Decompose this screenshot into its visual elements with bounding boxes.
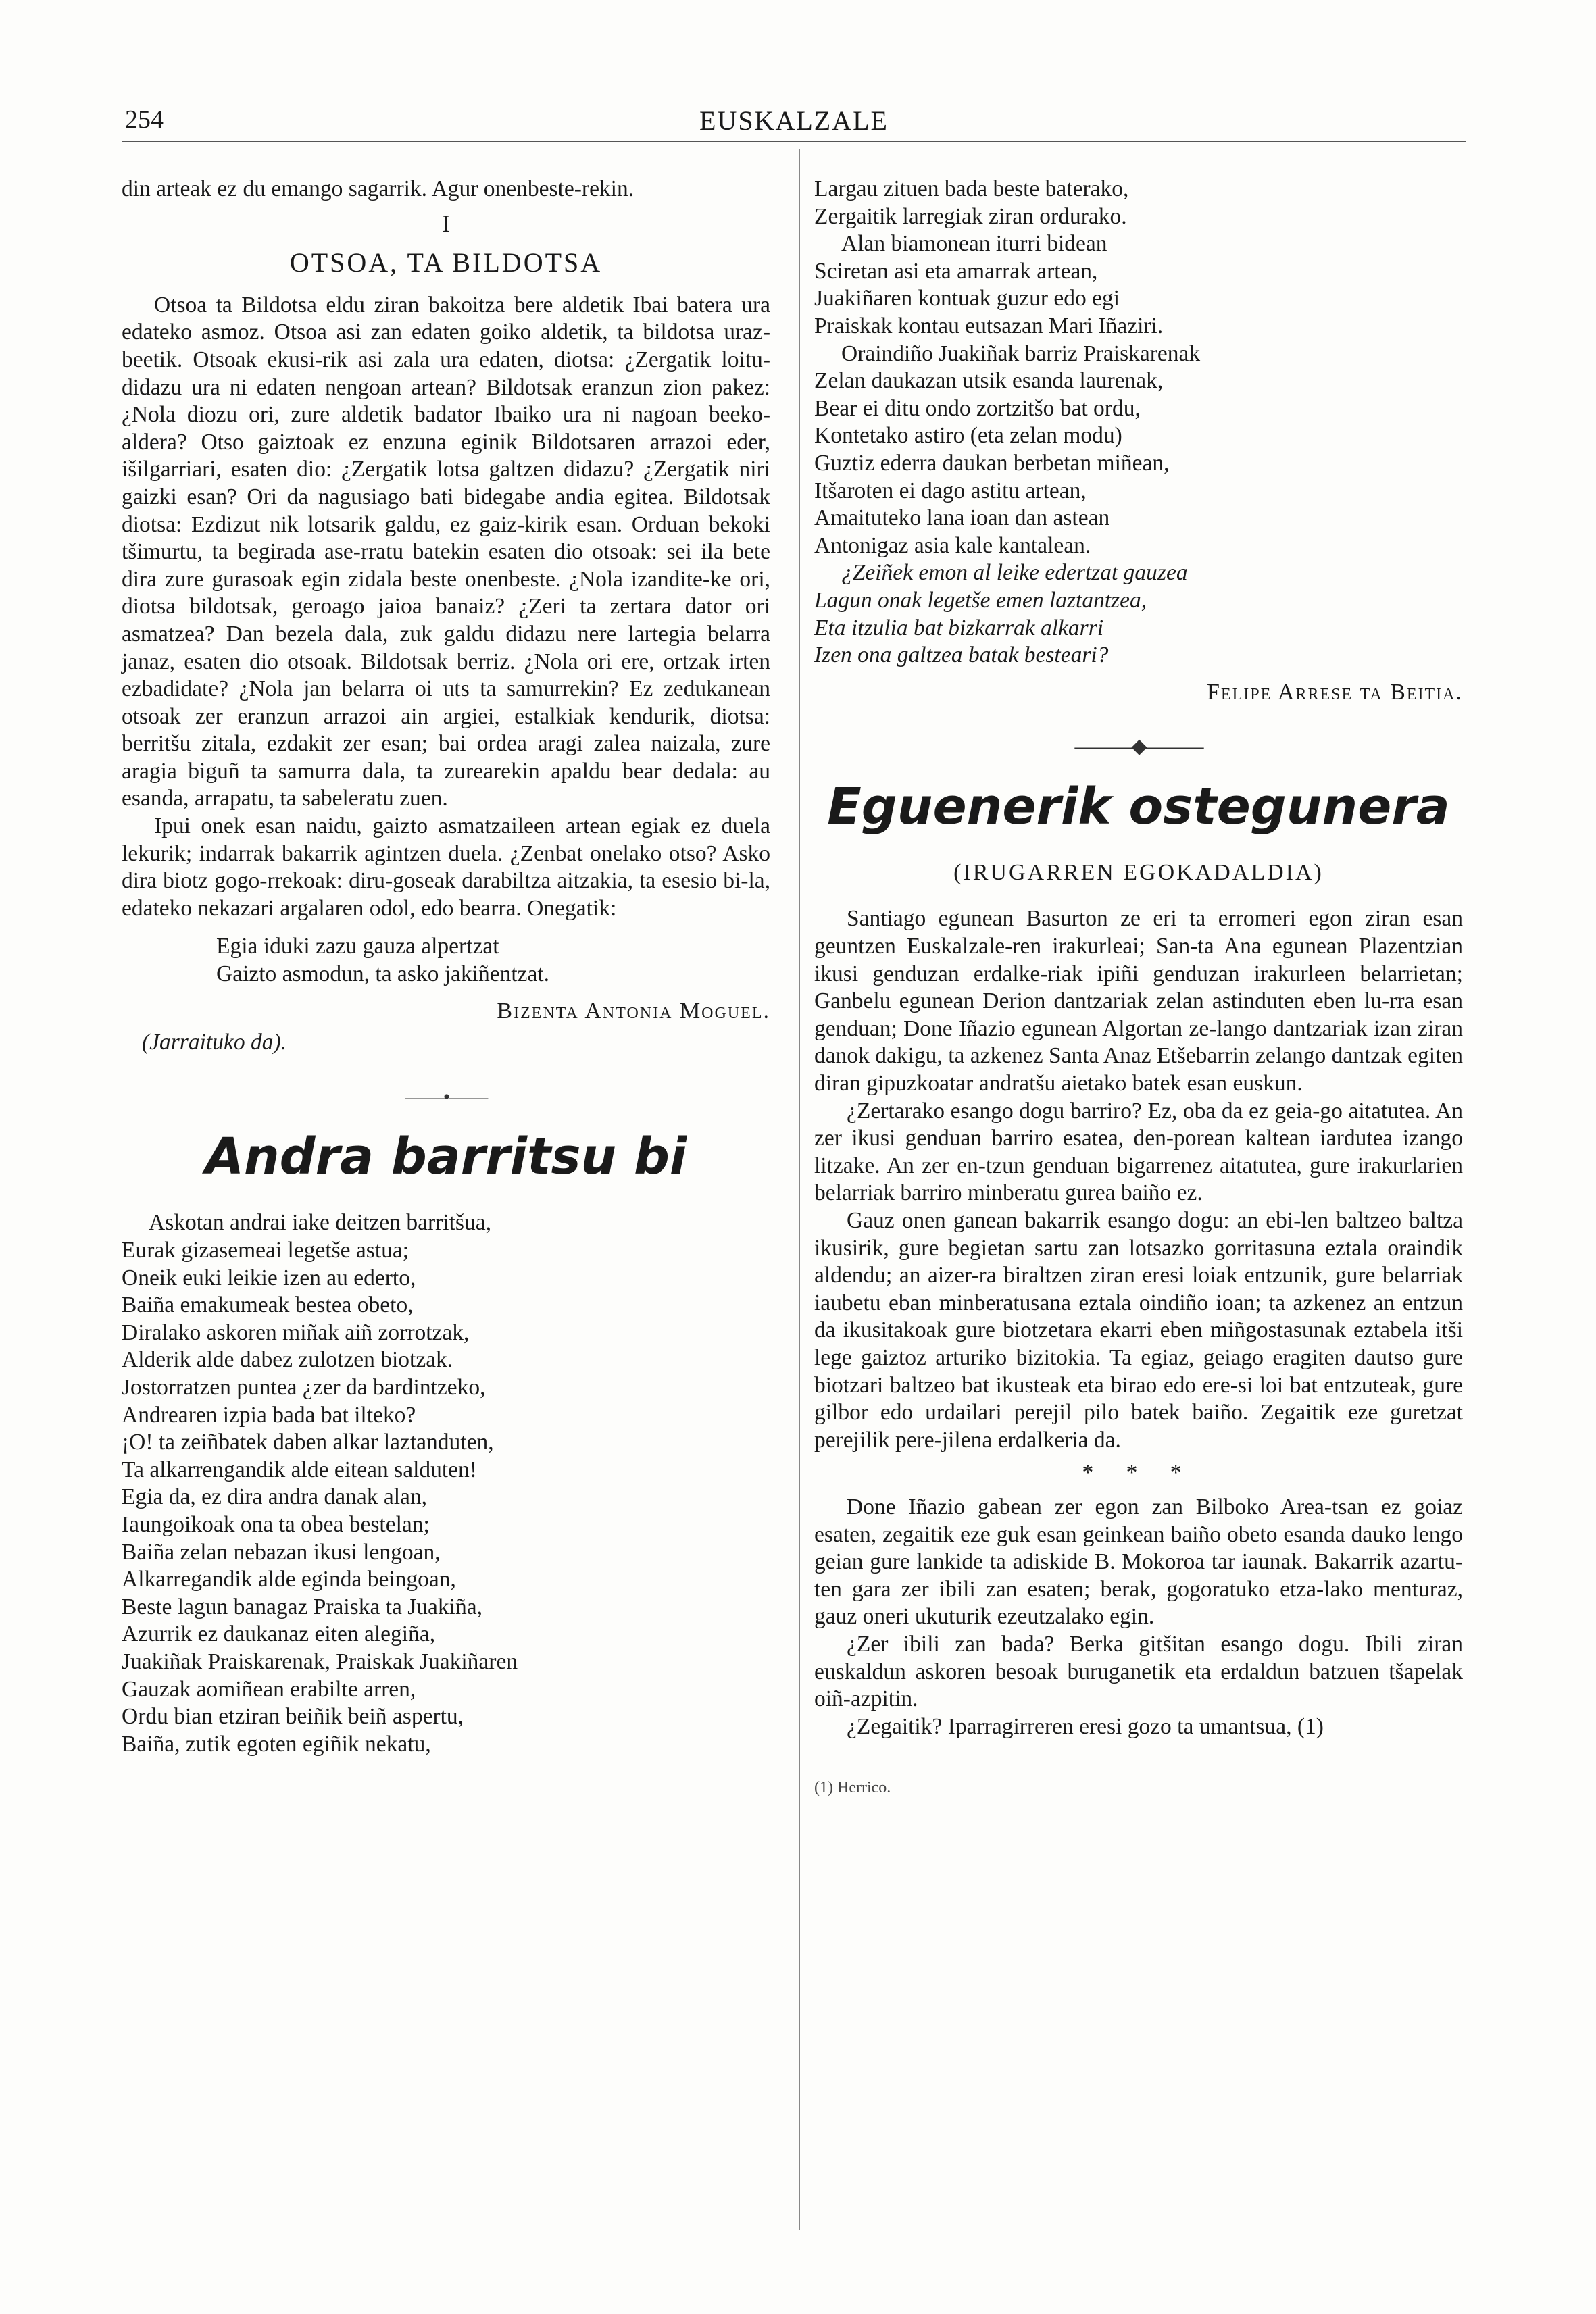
paragraph: ¿Zer ibili zan bada? Berka gitšitan esango dogu. Ibili ziran euskaldun askoren besoak buruganetik eta erdaldun batzuen tšapelak oiñ-azpitin. — [814, 1631, 1463, 1712]
ornament: ——•—— — [405, 1085, 487, 1108]
poem-continuation — [814, 176, 1463, 670]
poem-line: Beste lagun banagaz Praiska ta Juakiña, — [122, 1594, 482, 1619]
section-stars: * * * — [1082, 1460, 1195, 1486]
running-title: EUSKALZALE — [699, 105, 889, 136]
poem-line: Alderik alde dabez zulotzen biotzak. — [122, 1347, 453, 1373]
poem-line: Praiskak kontau eutsazan Mari Iñaziri. — [814, 313, 1164, 338]
poem-line: Kontetako astiro (eta zelan modu) — [814, 423, 1122, 449]
poem — [122, 1209, 770, 1758]
poem-line: Bear ei ditu ondo zortzitšo bat ordu, — [814, 395, 1141, 421]
poem-line: ¿Zeiñek emon al leike edertzat gauzea — [841, 560, 1188, 586]
poem-line: Azurrik ez daukanaz eiten alegiña, — [122, 1621, 436, 1647]
verse-line: Gaizto asmodun, ta asko jakiñentzat. — [216, 961, 550, 987]
poem-signature: Felipe Arrese ta Beitia. — [1207, 679, 1463, 705]
section-number: I — [442, 209, 450, 237]
poem-line: Askotan andrai iake deitzen barritšua, — [149, 1210, 491, 1236]
paragraph: Ipui onek esan naidu, gaizto asmatzaileen artean egiak ez duela lekurik; indarrak bakarrik agintzen duela. ¿Zenbat onelako otso? Asko dira biotz gogo-rrekoak: diru-goseak darabiltza aitzakia, ta esesio bi-la, edateko nekazari argalaren odol, edo bearra. Onegatik: — [122, 813, 770, 921]
poem-line: Eurak gizasemeai legetše astua; — [122, 1238, 409, 1263]
poem-line: Zelan daukazan utsik esanda laurenak, — [814, 368, 1164, 394]
paragraph: ¿Zertarako esango dogu barriro? Ez, oba da ez geia-go aitatutea. An zer ikusi genduan barriro esatea, den-porean kaltean iardutea izango litzake. An zer en-tzun genduan bigarrenez aitatutea, gure irakurlarien belarriak barriro minberatu gurea baiño ez. — [814, 1098, 1463, 1206]
poem-line: Baiña zelan nebazan ikusi lengoan, — [122, 1539, 441, 1565]
poem-line: Eta itzulia bat bizkarrak alkarri — [814, 615, 1104, 640]
article-subtitle: (IRUGARREN EGOKADALDIA) — [953, 859, 1324, 885]
poem-line: Lagun onak legetše emen laztantzea, — [814, 587, 1147, 613]
header-rule — [122, 141, 1466, 142]
poem-line: Baiña, zutik egoten egiñik nekatu, — [122, 1731, 431, 1757]
paragraph: Gauz onen ganean bakarrik esango dogu: an ebi-len baltzeo baltza ikusirik, gure begietan sartu zan lotsazko gorritasuna eztala oraindik aldendu; an aizer-ra biraltzen ziran eresi loiak entzunik, gure belarriak iaubetu eban minberatusana eztala oindiño ioan; ta azkenez an entzun da ikusitakoak gure biotzetara ekarri eben miñgostasunak eztabela itši lege gaiztoz arturiko bizitokia. Ta egiaz, geiago eragiten dautso gure biotzari baltzeo bat ikusteak eta birao edo ere-si loi bat entzuteak, gure gilbor edo urdailari perejil pilo batek baiño. Zegaitik eze guretzat perejilik pere-jilena erdalkeria da. — [814, 1208, 1463, 1453]
poem-line: Diralako askoren miñak aiñ zorrotzak, — [122, 1319, 470, 1345]
verse-line: Egia iduki zazu gauza alpertzat — [216, 934, 499, 959]
paragraph: Done Iñazio gabean zer egon zan Bilboko Area-tsan ez goiaz esaten, zegaitik eze guk esan geinkean baiño obeto esanda dauko lengo geian gure lankide ta adiskide B. Mokoroa tar iaunak. Bakarrik azartu-ten gara zer ibili zan esaten; berak, gogoratuko etza-lako menturaz, gauz oneri ukuturik ezeutzalako egin. — [814, 1494, 1463, 1630]
page-number: 254 — [125, 105, 164, 134]
poem-line: Gauzak aomiñean erabilte arren, — [122, 1676, 416, 1702]
poem-line: Zergaitik larregiak ziran ordurako. — [814, 203, 1127, 229]
poem-line: Iaungoikoak ona ta obea bestelan; — [122, 1511, 430, 1537]
paragraph: Otsoa ta Bildotsa eldu ziran bakoitza bere aldetik Ibai batera ura edateko asmoz. Otsoa asi zan edaten goiko aldetik, ta bildotsa uraz-beetik. Otsoak ekusi-rik asi zala ura edaten, diotsa: ¿Zergatik loitu-didazu ura ni edaten nengoan artean? Bildotsak eranzun zion pakez: ¿Nola diozu ori, zure aldetik badator Ibaiko ura ni nagoan beeko-aldera? Otso gaiztoak ez enzuna eginik Bildotsaren arrazoi eder, išilgarriari, esaten dio: ¿Zergatik lotsa galtzen didazu? ¿Zergatik niri gaizki esan? Ori da nagusiago bati bidegabe andia egitea. Bildotsak diotsa: Ezdizut nik lotsarik galdu, ez gaiz-kirik esan. Orduan bekoki tšimurtu, ta begirada ase-rratu batekin esaten dio otsoak: sei ila bete dira zure gurasoak egin zidala beste onenbeste. ¿Nola izandite-ke ori, diotsa bildotsak, geroago jaioa banaiz? ¿Zeri ta zertara dator ori asmatzea? Dan bezela dala, zuk galdu didazu nere lartegia belarra janaz, esaten dio otsoak. Bildotsak berriz. ¿Nola ori ere, ortzak irten ezbadidate? ¿Nola jan belarra oi uts ta samurrekin? Ez zedukanean otsoak zer eranzun arrazoi ain argiei, estalkiak kendurik, diotsa: berritšu zitala, ezdakit zer esan; bai ordea aragi zalea naizala, zure aragia biguñ ta samurra dala, ta zurearekin apaldu bear dedala: au esanda, arrapatu, ta sabeleratu zuen. — [122, 292, 770, 811]
poem-line: Alkarregandik alde eginda beingoan, — [122, 1567, 456, 1592]
poem-line: Ordu bian etziran beiñik beiñ aspertu, — [122, 1704, 464, 1730]
continued-note: (Jarraituko da). — [142, 1030, 286, 1055]
poem-line: Juakiñaren kontuak guzur edo egi — [814, 286, 1120, 311]
poem-line: Antonigaz asia kale kantalean. — [814, 532, 1091, 558]
section-title: OTSOA, TA BILDOTSA — [289, 247, 603, 278]
ornament: ———◆——— — [1074, 735, 1203, 758]
paragraph: ¿Zegaitik? Iparragirreren eresi gozo ta umantsua, (1) — [847, 1713, 1324, 1739]
poem-line: Egia da, ez dira andra danak alan, — [122, 1484, 428, 1510]
poem-line: Guztiz ederra daukan berbetan miñean, — [814, 450, 1170, 476]
poem-title: Andra barritsu bi — [205, 1128, 687, 1186]
poem-line: ¡O! ta zeiñbatek daben alkar laztanduten, — [122, 1430, 494, 1455]
poem-line: Andrearen izpia bada bat ilteko? — [122, 1402, 416, 1428]
moral-verse — [216, 933, 770, 988]
poem-line: Sciretan asi eta amarrak artean, — [814, 258, 1098, 284]
poem-line: Jostorratzen puntea ¿zer da bardintzeko, — [122, 1374, 486, 1400]
footnote: (1) Herrico. — [814, 1779, 891, 1797]
poem-line: Oraindiño Juakiñak barriz Praiskarenak — [841, 341, 1201, 366]
poem-line: Baiña emakumeak bestea obeto, — [122, 1292, 414, 1318]
poem-line: Largau zituen bada beste baterako, — [814, 176, 1129, 201]
poem-line: Itšaroten ei dago astitu artean, — [814, 478, 1087, 503]
column-divider — [799, 149, 800, 2230]
article-title: Eguenerik ostegunera — [827, 777, 1450, 836]
left-column — [122, 176, 770, 1758]
author-signature: Bizenta Antonia Moguel. — [497, 998, 770, 1024]
poem-line: Juakiñak Praiskarenak, Praiskak Juakiñaren — [122, 1649, 518, 1674]
page-header — [122, 101, 1466, 149]
poem-line: Alan biamonean iturri bidean — [841, 231, 1107, 257]
intro-text: din arteak ez du emango sagarrik. Agur onenbeste-rekin. — [122, 176, 634, 201]
poem-line: Izen ona galtzea batak besteari? — [814, 643, 1109, 668]
poem-line: Ta alkarrengandik alde eitean salduten! — [122, 1457, 477, 1482]
paragraph: Santiago egunean Basurton ze eri ta erromeri egon ziran esan geuntzen Euskalzale-ren irakurleai; San-ta Ana egunean Plazentzian ikusi genduzan erdalke-riak ipiñi genduzan irakurleen belarrietan; Ganbelu egunean Derion dantzariak zelan astinduten eben lu-rra esan genduan; Done Iñazio egunean Algortan ze-lango dantzariak izan ziran danok dakigu, ta azkenez Santa Anaz Etšebarrin zelango dantzak egiten diran gipuzkoatar andratšu aietako batek esan euskun. — [814, 906, 1463, 1097]
right-column — [814, 176, 1463, 1802]
poem-line: Amaituteko lana ioan dan astean — [814, 505, 1110, 531]
poem-line: Oneik euki leikie izen au ederto, — [122, 1265, 416, 1290]
